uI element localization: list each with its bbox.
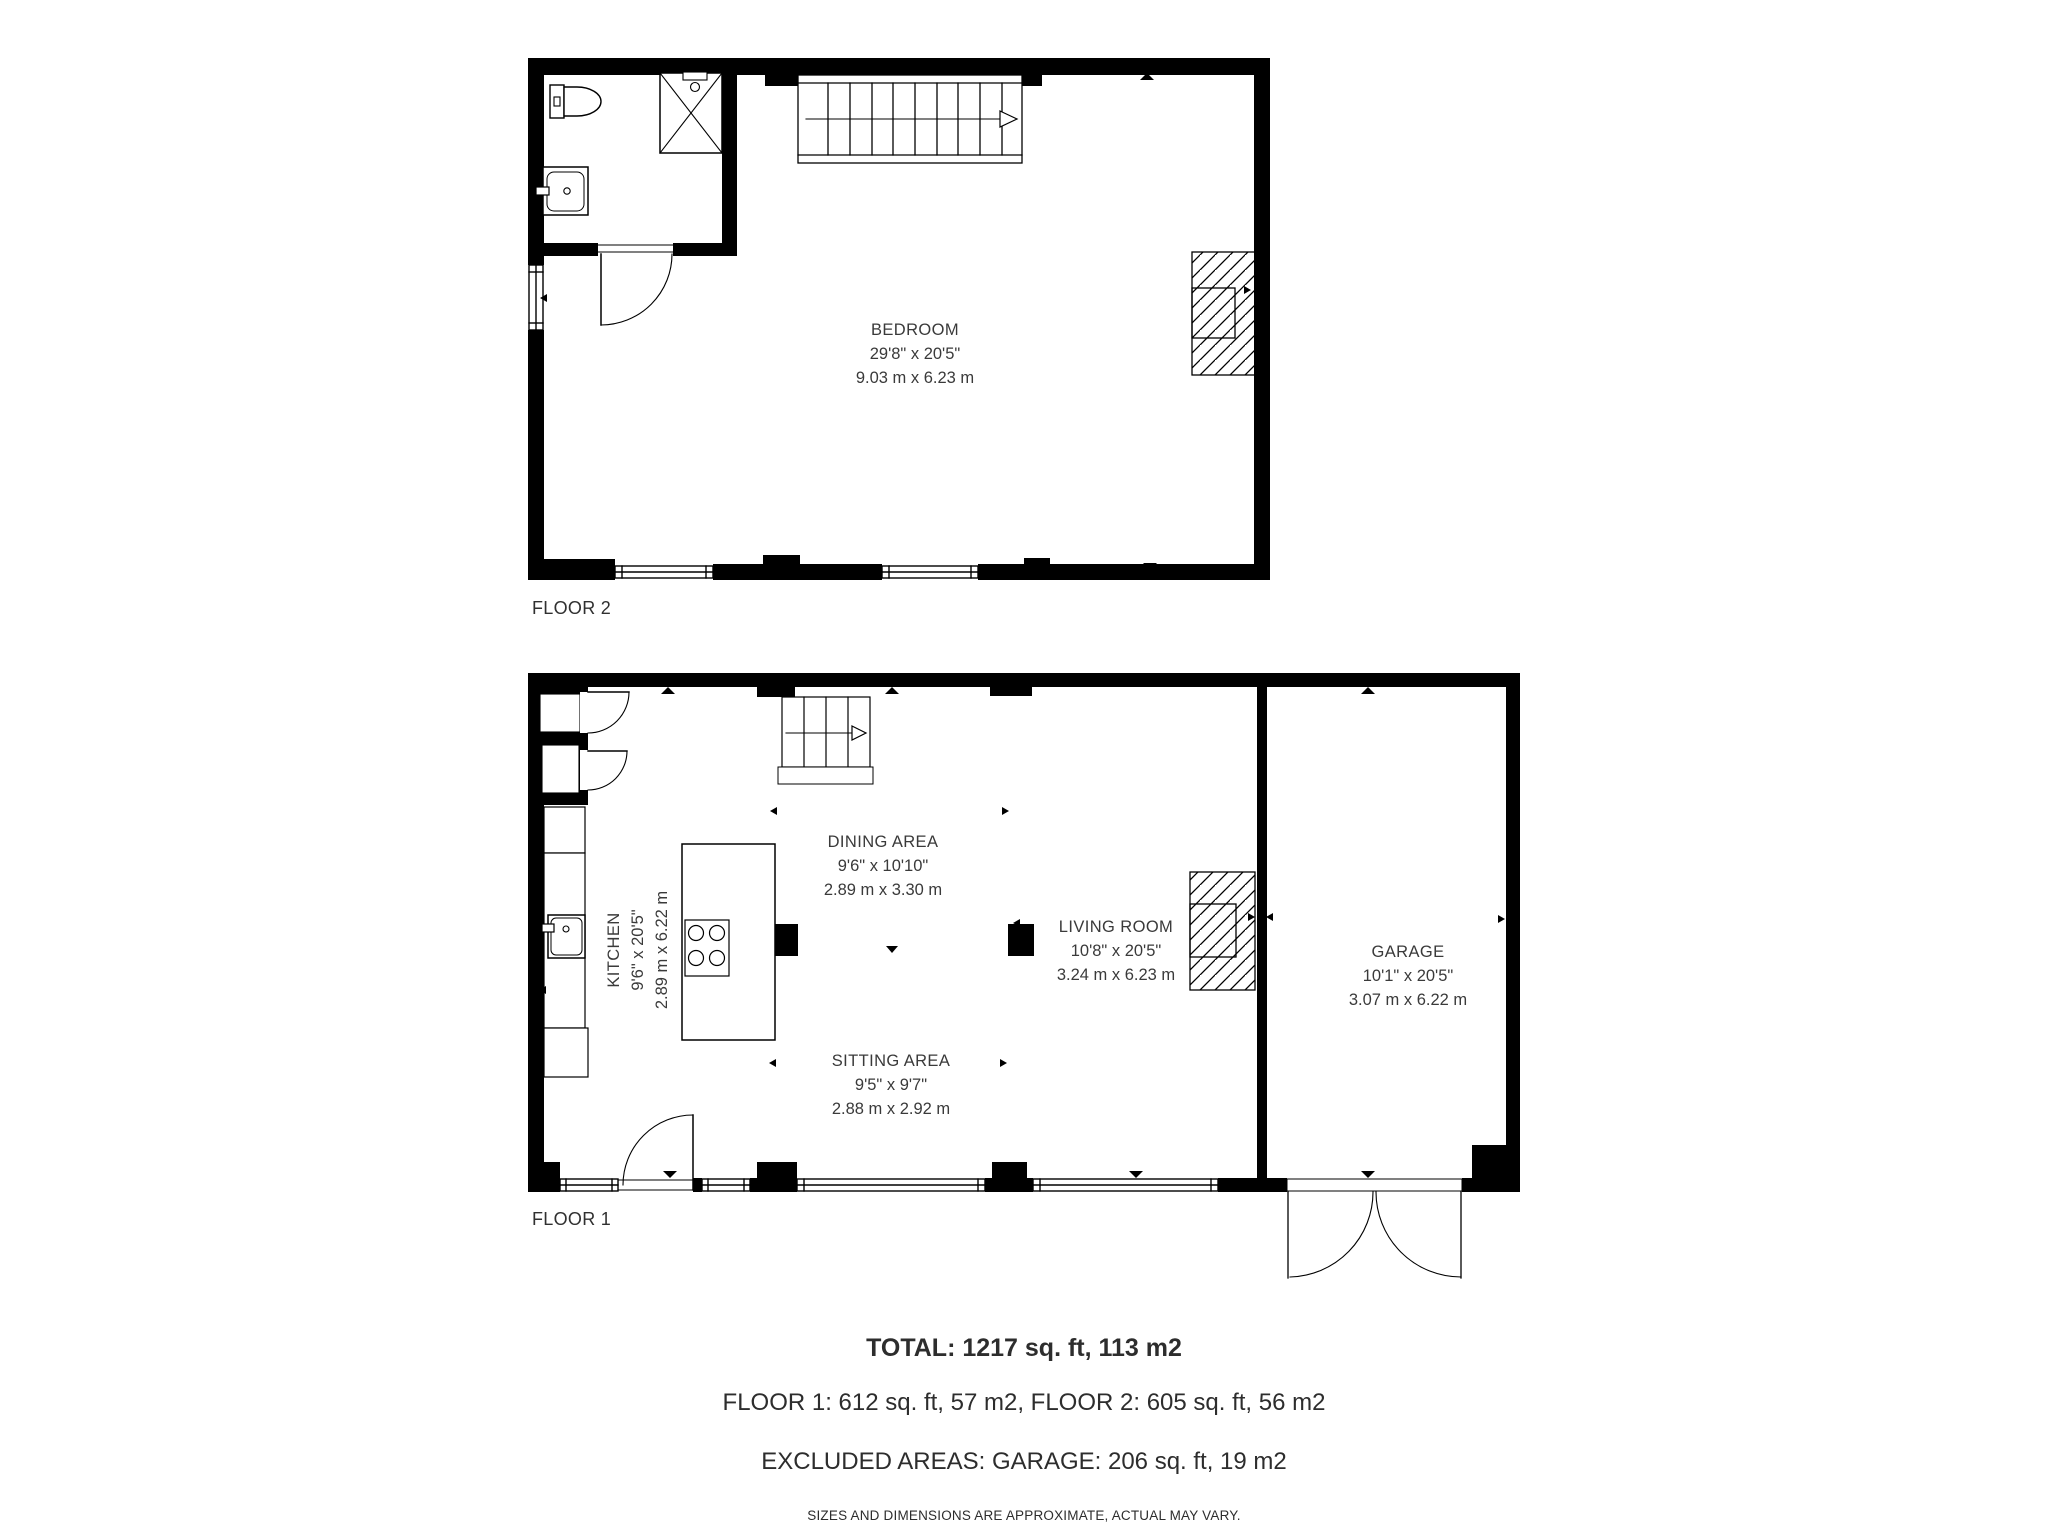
room-dimensions-metric: 3.07 m x 6.22 m xyxy=(1348,991,1468,1009)
room-dimensions-imperial: 9'6" x 10'10" xyxy=(837,857,929,875)
room-label-bedroom xyxy=(745,318,1085,390)
room-dimensions-metric: 2.88 m x 2.92 m xyxy=(831,1100,951,1118)
fireplace-icon xyxy=(1192,252,1255,375)
bathroom-sink-icon xyxy=(536,167,588,215)
floor2-caption: FLOOR 2 xyxy=(532,598,612,618)
room-dimensions-metric: 2.89 m x 6.22 m xyxy=(653,890,671,1010)
door-swing xyxy=(588,692,629,790)
room-dimensions-metric: 2.89 m x 3.30 m xyxy=(823,881,943,899)
stairs-up-icon xyxy=(798,75,1022,163)
room-name: SITTING AREA xyxy=(831,1052,951,1070)
summary-disclaimer: SIZES AND DIMENSIONS ARE APPROXIMATE, ACTUAL MAY VARY. xyxy=(807,1508,1241,1523)
stairs-up-icon xyxy=(778,697,873,784)
toilet-icon xyxy=(550,85,601,118)
floor2-window xyxy=(615,566,713,578)
stove-icon xyxy=(685,920,729,976)
room-dimensions-imperial: 29'8" x 20'5" xyxy=(869,345,961,363)
summary-excluded-areas: EXCLUDED AREAS: GARAGE: 206 sq. ft, 19 m2 xyxy=(761,1448,1287,1475)
floor1-caption: FLOOR 1 xyxy=(532,1209,612,1229)
room-name: KITCHEN xyxy=(605,912,623,988)
floor2-window xyxy=(882,566,978,578)
floor1-window xyxy=(1033,1179,1218,1191)
room-name: DINING AREA xyxy=(827,833,939,851)
room-dimensions-imperial: 10'8" x 20'5" xyxy=(1070,942,1162,960)
floor1-window xyxy=(702,1179,750,1191)
room-label-kitchen xyxy=(602,780,674,1120)
summary-floors: FLOOR 1: 612 sq. ft, 57 m2, FLOOR 2: 605 sq. ft, 56 m2 xyxy=(722,1389,1326,1416)
room-name: BEDROOM xyxy=(870,321,960,339)
room-name: LIVING ROOM xyxy=(1058,918,1174,936)
room-dimensions-metric: 3.24 m x 6.23 m xyxy=(1056,966,1176,984)
room-dimensions-imperial: 9'5" x 9'7" xyxy=(854,1076,928,1094)
floor1-window xyxy=(797,1179,985,1191)
room-label-living xyxy=(946,915,1286,987)
kitchen-sink-icon xyxy=(542,915,585,958)
room-dimensions-imperial: 10'1" x 20'5" xyxy=(1362,967,1454,985)
room-label-dining xyxy=(713,830,1053,902)
shower-icon xyxy=(660,72,722,153)
room-label-garage xyxy=(1238,940,1578,1012)
room-name: GARAGE xyxy=(1371,943,1445,961)
room-label-sitting xyxy=(721,1049,1061,1121)
room-dimensions-imperial: 9'6" x 20'5" xyxy=(629,909,647,991)
room-dimensions-metric: 9.03 m x 6.23 m xyxy=(855,369,975,387)
entry-door-swing xyxy=(618,1115,693,1190)
summary-total: TOTAL: 1217 sq. ft, 113 m2 xyxy=(866,1334,1182,1362)
garage-door xyxy=(1287,1179,1462,1278)
floor1-window xyxy=(560,1179,618,1191)
door-swing xyxy=(598,245,673,325)
